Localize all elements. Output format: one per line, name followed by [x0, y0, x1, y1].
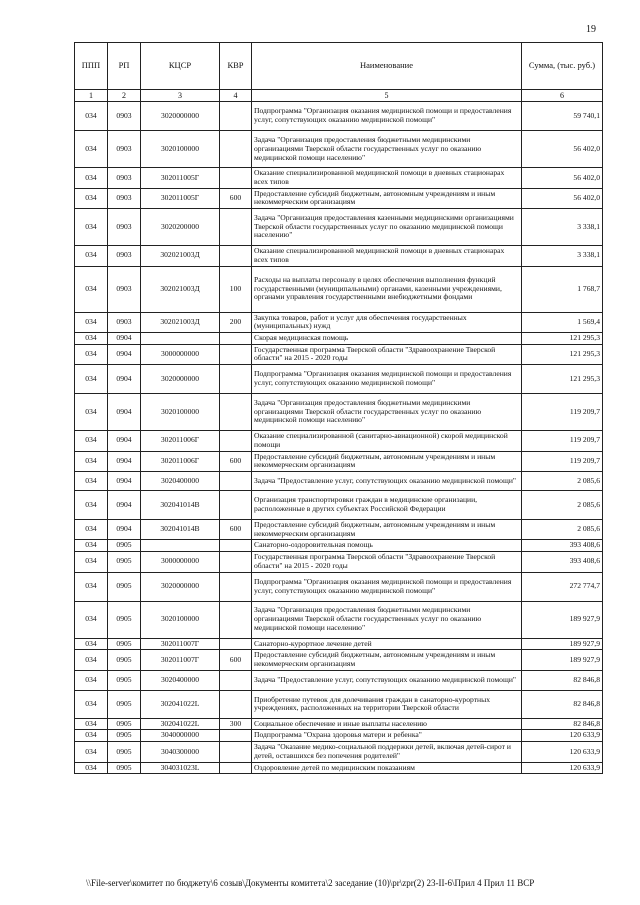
table-row: [75, 131, 603, 168]
cell-ppp: 034: [75, 102, 108, 131]
cell-ppp: 034: [75, 431, 108, 451]
cell-kvr: [220, 471, 252, 490]
cell-sum: 2 085,6: [522, 471, 603, 490]
cell-ppp: 034: [75, 650, 108, 670]
cell-kcsr: 302011007Г: [141, 650, 220, 670]
cell-kcsr: 3000000000: [141, 344, 220, 364]
cell-kvr: [220, 690, 252, 718]
cell-name: Оздоровление детей по медицинским показаниям: [252, 762, 522, 774]
cell-name: Социальное обеспечение и иные выплаты населению: [252, 718, 522, 730]
cell-ppp: 034: [75, 762, 108, 774]
cell-ppp: 034: [75, 670, 108, 690]
cell-sum: 393 408,6: [522, 552, 603, 572]
cell-kcsr: 3000000000: [141, 552, 220, 572]
cell-name: Оказание специализированной медицинской помощи в дневных стационарах всех типов: [252, 246, 522, 266]
header-rp: РП: [108, 43, 141, 90]
cell-rp: 0904: [108, 365, 141, 394]
cell-kvr: [220, 344, 252, 364]
cell-sum: 59 740,1: [522, 102, 603, 131]
cell-kvr: [220, 332, 252, 344]
cell-ppp: 034: [75, 471, 108, 490]
cell-name: Предоставление субсидий бюджетным, автономным учреждениям и иным некоммерческим организациям: [252, 451, 522, 471]
cell-kvr: [220, 394, 252, 431]
table-row: [75, 246, 603, 266]
cell-name: Задача "Предоставление услуг, сопутствующих оказанию медицинской помощи": [252, 670, 522, 690]
cell-sum: 56 402,0: [522, 168, 603, 188]
cell-rp: 0903: [108, 312, 141, 332]
cell-kvr: [220, 601, 252, 638]
cell-ppp: 034: [75, 344, 108, 364]
cell-ppp: 034: [75, 730, 108, 742]
cell-kvr: [220, 246, 252, 266]
cell-kcsr: 3040000000: [141, 730, 220, 742]
cell-sum: 393 408,6: [522, 540, 603, 552]
cell-rp: 0904: [108, 431, 141, 451]
cell-rp: 0905: [108, 762, 141, 774]
cell-kcsr: 3020100000: [141, 394, 220, 431]
cell-rp: 0905: [108, 540, 141, 552]
cell-ppp: 034: [75, 365, 108, 394]
cell-sum: 121 295,3: [522, 332, 603, 344]
cell-sum: 82 846,8: [522, 690, 603, 718]
cell-name: Скорая медицинская помощь: [252, 332, 522, 344]
cell-name: Задача "Организация предоставления бюджетными медицинскими организациями Тверской области государственных услуг по оказанию медицинской помощи населению": [252, 394, 522, 431]
cell-kvr: [220, 638, 252, 650]
cell-ppp: 034: [75, 519, 108, 539]
table-row: [75, 670, 603, 690]
table-row: [75, 552, 603, 572]
cell-rp: 0905: [108, 690, 141, 718]
cell-rp: 0905: [108, 601, 141, 638]
cell-name: Предоставление субсидий бюджетным, автономным учреждениям и иным некоммерческим организациям: [252, 519, 522, 539]
cell-name: Подпрограмма "Организация оказания медицинской помощи и предоставления услуг, сопутствующих оказанию медицинской помощи": [252, 572, 522, 601]
cell-sum: 2 085,6: [522, 519, 603, 539]
table-row: [75, 332, 603, 344]
cell-kvr: [220, 490, 252, 519]
col-number: 5: [252, 90, 522, 102]
cell-rp: 0905: [108, 638, 141, 650]
table-row: [75, 742, 603, 762]
cell-sum: 3 338,1: [522, 246, 603, 266]
cell-rp: 0903: [108, 209, 141, 246]
cell-name: Санаторно-курортное лечение детей: [252, 638, 522, 650]
cell-kcsr: 302011005Г: [141, 188, 220, 208]
cell-name: Задача "Организация предоставления бюджетными медицинскими организациями Тверской области государственных услуг по оказанию медицинской помощи населению": [252, 131, 522, 168]
cell-kcsr: 3020400000: [141, 471, 220, 490]
cell-name: Закупка товаров, работ и услуг для обеспечения государственных (муниципальных) нужд: [252, 312, 522, 332]
cell-ppp: 034: [75, 246, 108, 266]
cell-kcsr: 302041022L: [141, 690, 220, 718]
cell-sum: 120 633,9: [522, 730, 603, 742]
file-path-footer: \\File-server\комитет по бюджету\6 созыв\Документы комитета\2 заседание (10)\pr\zpr(2) 23-II-6\Прил 4 Прил 11 ВСР: [86, 878, 535, 888]
cell-sum: 119 209,7: [522, 431, 603, 451]
cell-rp: 0903: [108, 102, 141, 131]
cell-ppp: 034: [75, 601, 108, 638]
cell-ppp: 034: [75, 332, 108, 344]
cell-name: Подпрограмма "Организация оказания медицинской помощи и предоставления услуг, сопутствующих оказанию медицинской помощи": [252, 102, 522, 131]
cell-sum: 56 402,0: [522, 131, 603, 168]
cell-sum: 3 338,1: [522, 209, 603, 246]
col-number: 6: [522, 90, 603, 102]
cell-kcsr: 3020000000: [141, 102, 220, 131]
cell-rp: 0904: [108, 394, 141, 431]
cell-kcsr: 302021003Д: [141, 246, 220, 266]
cell-ppp: 034: [75, 490, 108, 519]
cell-sum: 272 774,7: [522, 572, 603, 601]
cell-sum: 119 209,7: [522, 394, 603, 431]
cell-sum: 121 295,3: [522, 365, 603, 394]
cell-kcsr: 3020000000: [141, 572, 220, 601]
col-number: 2: [108, 90, 141, 102]
header-name: Наименование: [252, 43, 522, 90]
cell-name: Оказание специализированной медицинской помощи в дневных стационарах всех типов: [252, 168, 522, 188]
column-number-row: [75, 90, 603, 102]
cell-rp: 0905: [108, 730, 141, 742]
cell-rp: 0904: [108, 344, 141, 364]
cell-ppp: 034: [75, 312, 108, 332]
cell-ppp: 034: [75, 394, 108, 431]
table-row: [75, 650, 603, 670]
cell-kcsr: 302011006Г: [141, 431, 220, 451]
cell-name: Санаторно-оздоровительная помощь: [252, 540, 522, 552]
cell-sum: 189 927,9: [522, 601, 603, 638]
cell-kcsr: [141, 332, 220, 344]
cell-ppp: 034: [75, 742, 108, 762]
cell-kcsr: 3020000000: [141, 365, 220, 394]
cell-ppp: 034: [75, 451, 108, 471]
col-number: 1: [75, 90, 108, 102]
cell-sum: 189 927,9: [522, 650, 603, 670]
cell-kvr: [220, 730, 252, 742]
cell-kvr: 600: [220, 188, 252, 208]
budget-table: [74, 42, 603, 774]
cell-kvr: 100: [220, 266, 252, 312]
header-kcsr: КЦСР: [141, 43, 220, 90]
cell-ppp: 034: [75, 718, 108, 730]
cell-name: Оказание специализированной (санитарно-авиационной) скорой медицинской помощи: [252, 431, 522, 451]
table-row: [75, 209, 603, 246]
cell-ppp: 034: [75, 168, 108, 188]
cell-kcsr: 302011007Г: [141, 638, 220, 650]
cell-ppp: 034: [75, 552, 108, 572]
table-row: [75, 572, 603, 601]
cell-rp: 0904: [108, 471, 141, 490]
header-kvr: КВР: [220, 43, 252, 90]
cell-kvr: [220, 670, 252, 690]
cell-name: Государственная программа Тверской области "Здравоохранение Тверской области" на 2015 - 2020 годы: [252, 344, 522, 364]
cell-ppp: 034: [75, 638, 108, 650]
cell-name: Организация транспортировки граждан в медицинские организации, расположенные в других субъектах Российской Федерации: [252, 490, 522, 519]
cell-rp: 0904: [108, 519, 141, 539]
cell-kvr: [220, 552, 252, 572]
cell-kcsr: 302041014В: [141, 519, 220, 539]
table-row: [75, 344, 603, 364]
cell-kvr: [220, 572, 252, 601]
cell-kcsr: 302021003Д: [141, 312, 220, 332]
header-row: [75, 43, 603, 90]
cell-ppp: 034: [75, 540, 108, 552]
cell-kcsr: 302021003Д: [141, 266, 220, 312]
cell-sum: 1 768,7: [522, 266, 603, 312]
cell-rp: 0903: [108, 266, 141, 312]
cell-kvr: [220, 131, 252, 168]
table-row: [75, 312, 603, 332]
cell-rp: 0904: [108, 332, 141, 344]
page-number: 19: [586, 24, 596, 35]
table-row: [75, 102, 603, 131]
cell-kcsr: 302041014В: [141, 490, 220, 519]
cell-sum: 120 633,9: [522, 762, 603, 774]
cell-kcsr: 302011005Г: [141, 168, 220, 188]
cell-kvr: 600: [220, 650, 252, 670]
table-row: [75, 365, 603, 394]
cell-kvr: [220, 540, 252, 552]
cell-kvr: 200: [220, 312, 252, 332]
table-row: [75, 730, 603, 742]
cell-kvr: [220, 168, 252, 188]
cell-ppp: 034: [75, 690, 108, 718]
cell-sum: 120 633,9: [522, 742, 603, 762]
col-number: 3: [141, 90, 220, 102]
cell-sum: 189 927,9: [522, 638, 603, 650]
cell-sum: 119 209,7: [522, 451, 603, 471]
cell-kcsr: 3020400000: [141, 670, 220, 690]
table-row: [75, 638, 603, 650]
table-row: [75, 601, 603, 638]
cell-rp: 0905: [108, 572, 141, 601]
cell-name: Расходы на выплаты персоналу в целях обеспечения выполнения функций государственными (муниципальными) органами, казенными учреждениями, органами управления государственными внебюджетными фондами: [252, 266, 522, 312]
cell-ppp: 034: [75, 572, 108, 601]
cell-kcsr: 3040300000: [141, 742, 220, 762]
cell-kcsr: [141, 540, 220, 552]
cell-name: Предоставление субсидий бюджетным, автономным учреждениям и иным некоммерческим организациям: [252, 188, 522, 208]
header-sum: Сумма, (тыс. руб.): [522, 43, 603, 90]
cell-kvr: [220, 209, 252, 246]
cell-sum: 121 295,3: [522, 344, 603, 364]
cell-kvr: [220, 762, 252, 774]
table-row: [75, 266, 603, 312]
cell-name: Задача "Организация предоставления казенными медицинскими организациями Тверской области государственных услуг по оказанию медицинской помощи населению": [252, 209, 522, 246]
header-ppp: ППП: [75, 43, 108, 90]
cell-rp: 0904: [108, 451, 141, 471]
cell-name: Задача "Организация предоставления бюджетными медицинскими организациями Тверской области государственных услуг по оказанию медицинской помощи населению": [252, 601, 522, 638]
cell-sum: 1 569,4: [522, 312, 603, 332]
cell-name: Подпрограмма "Охрана здоровья матери и ребенка": [252, 730, 522, 742]
cell-kvr: [220, 742, 252, 762]
cell-ppp: 034: [75, 131, 108, 168]
cell-rp: 0905: [108, 742, 141, 762]
cell-kcsr: 302041022L: [141, 718, 220, 730]
cell-rp: 0904: [108, 490, 141, 519]
table-row: [75, 188, 603, 208]
cell-ppp: 034: [75, 188, 108, 208]
cell-kvr: 600: [220, 451, 252, 471]
cell-kcsr: 302011006Г: [141, 451, 220, 471]
cell-rp: 0903: [108, 131, 141, 168]
cell-kcsr: 3020100000: [141, 131, 220, 168]
table-row: [75, 168, 603, 188]
cell-rp: 0903: [108, 246, 141, 266]
cell-rp: 0905: [108, 718, 141, 730]
cell-ppp: 034: [75, 209, 108, 246]
table-row: [75, 519, 603, 539]
cell-kcsr: 3020100000: [141, 601, 220, 638]
cell-name: Подпрограмма "Организация оказания медицинской помощи и предоставления услуг, сопутствующих оказанию медицинской помощи": [252, 365, 522, 394]
cell-sum: 82 846,8: [522, 718, 603, 730]
cell-rp: 0905: [108, 670, 141, 690]
cell-kvr: [220, 102, 252, 131]
cell-ppp: 034: [75, 266, 108, 312]
table-row: [75, 762, 603, 774]
table-row: [75, 690, 603, 718]
cell-sum: 82 846,8: [522, 670, 603, 690]
col-number: 4: [220, 90, 252, 102]
cell-kvr: 300: [220, 718, 252, 730]
cell-rp: 0905: [108, 650, 141, 670]
table-row: [75, 540, 603, 552]
table-row: [75, 431, 603, 451]
cell-name: Задача "Оказание медико-социальной поддержки детей, включая детей-сирот и детей, оставшихся без попечения родителей": [252, 742, 522, 762]
cell-rp: 0905: [108, 552, 141, 572]
cell-kcsr: 3020200000: [141, 209, 220, 246]
cell-rp: 0903: [108, 168, 141, 188]
table-row: [75, 718, 603, 730]
cell-sum: 56 402,0: [522, 188, 603, 208]
cell-kvr: [220, 431, 252, 451]
cell-name: Приобретение путевок для долечивания граждан в санаторно-курортных учреждениях, расположенных на территории Тверской области: [252, 690, 522, 718]
cell-name: Задача "Предоставление услуг, сопутствующих оказанию медицинской помощи": [252, 471, 522, 490]
table-row: [75, 451, 603, 471]
table-row: [75, 471, 603, 490]
cell-kcsr: 304031023L: [141, 762, 220, 774]
cell-sum: 2 085,6: [522, 490, 603, 519]
cell-kvr: 600: [220, 519, 252, 539]
cell-name: Предоставление субсидий бюджетным, автономным учреждениям и иным некоммерческим организациям: [252, 650, 522, 670]
cell-rp: 0903: [108, 188, 141, 208]
cell-kvr: [220, 365, 252, 394]
cell-name: Государственная программа Тверской области "Здравоохранение Тверской области" на 2015 - 2020 годы: [252, 552, 522, 572]
table-row: [75, 394, 603, 431]
table-row: [75, 490, 603, 519]
